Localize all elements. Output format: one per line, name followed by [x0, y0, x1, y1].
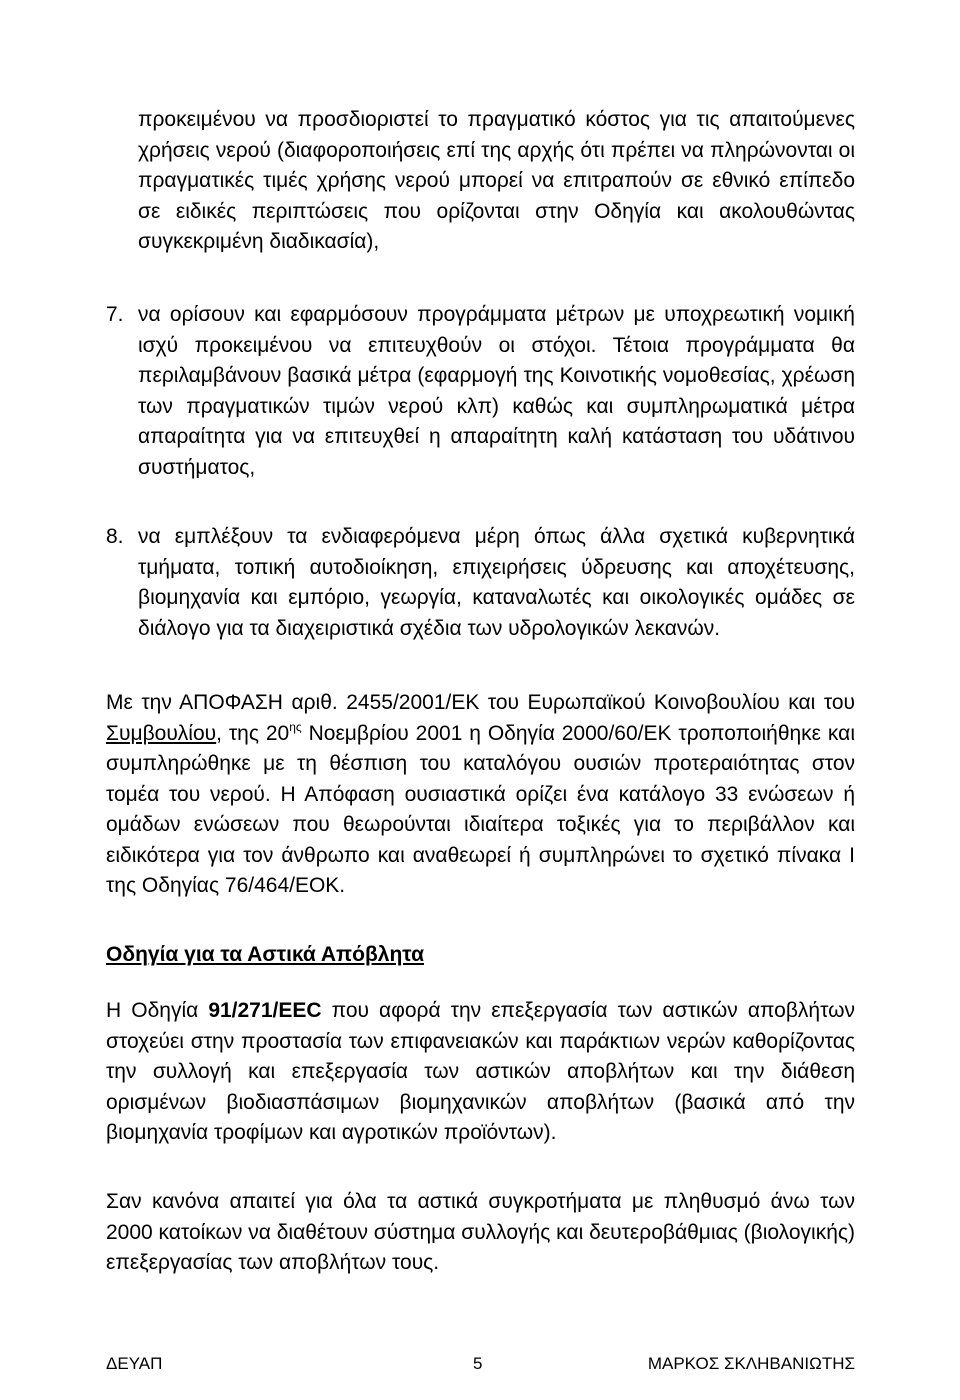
page-number: 5	[473, 1354, 483, 1373]
list-item-text: να ορίσουν και εφαρμόσουν προγράμματα μέτρων με υποχρεωτική νομική ισχύ προκειμένου να επιτευχθούν οι στόχοι. Τέτοια προγράμματα θα περιλαμβάνουν βασικά μέτρα (εφαρμογή της Κοινοτικής νομοθεσίας, χρέωση των πραγματικών τιμών νερού κλπ) καθώς και συμπληρωματικά μέτρα απαραίτητα για να επιτευχθεί η απαραίτητη καλή κατάσταση του υδάτινου συστήματος,	[138, 303, 855, 479]
footer-organization: ΔΕΥΑΠ	[106, 1354, 163, 1373]
ordinal-suffix: ης	[289, 719, 302, 734]
rule-paragraph: Σαν κανόνα απαιτεί για όλα τα αστικά συγκροτήματα με πληθυσμό άνω των 2000 κατοίκων να διαθέτουν σύστημα συλλογής και δευτεροβάθμιας (βιολογικής) επεξεργασίας των αποβλήτων τους.	[106, 1190, 855, 1274]
council-term: Συμβουλίου	[106, 721, 217, 745]
decision-text-start: Με την ΑΠΟΦΑΣΗ αριθ. 2455/2001/ΕΚ του Ευρωπαϊκού Κοινοβουλίου και του	[106, 691, 855, 714]
list-item-number: 8.	[106, 525, 124, 548]
list-item-text: να εμπλέξουν τα ενδιαφερόμενα μέρη όπως άλλα σχετικά κυβερνητικά τμήματα, τοπική αυτοδιοίκηση, επιχειρήσεις ύδρευσης και αποχέτευσης, βιομηχανία και εμπόριο, γεωργία, καταναλωτές και οικολογικές ομάδες σε διάλογο για τα διαχειριστικά σχέδια των υδρολογικών λεκανών.	[138, 525, 855, 640]
decision-text-date: , της 20	[216, 721, 290, 745]
decision-text-rest: Νοεμβρίου 2001 η Οδηγία 2000/60/ΕΚ τροποποιήθηκε και συμπληρώθηκε με τη θέσπιση του καταλόγου ουσιών προτεραιότητας στον τομέα του νερού. Η Απόφαση ουσιαστικά ορίζει ένα κατάλογο 33 ενώσεων ή ομάδων ενώσεων που θεωρούνται ιδιαίτερα τοξικές για το περιβάλλον και ειδικότερα για τον άνθρωπο και αναθεωρεί ή συμπληρώνει το σχετικό πίνακα Ι της Οδηγίας 76/464/ΕΟΚ.	[106, 721, 855, 897]
urban-waste-paragraph	[106, 996, 855, 1149]
directive-number: 91/271/EEC	[208, 999, 322, 1022]
footer-author: ΜΑΡΚΟΣ ΣΚΛΗΒΑΝΙΩΤΗΣ	[647, 1354, 855, 1373]
section-heading: Οδηγία για τα Αστικά Απόβλητα	[106, 943, 424, 966]
page-footer	[106, 1351, 855, 1377]
decision-paragraph	[106, 688, 855, 902]
list-item	[106, 522, 855, 644]
continuation-paragraph: προκειμένου να προσδιοριστεί το πραγματικό κόστος για τις απαιτούμενες χρήσεις νερού (διαφοροποιήσεις επί της αρχής ότι πρέπει να πληρώνονται οι πραγματικές τιμές χρήσης νερού μπορεί να επιτραπούν σε εθνικό επίπεδο σε ειδικές περιπτώσεις που ορίζονται στην Οδηγία και ακολουθώντας συγκεκριμένη διαδικασία),	[138, 108, 855, 253]
urban-text-rest: που αφορά την επεξεργασία των αστικών αποβλήτων στοχεύει στην προστασία των επιφανειακών και παράκτιων νερών καθορίζοντας την συλλογή και επεξεργασία των αστικών αποβλήτων και την διάθεση ορισμένων βιοδιασπάσιμων βιομηχανικών αποβλήτων (βασικά από την βιομηχανία τροφίμων και αγροτικών προϊόντων).	[106, 999, 855, 1144]
list-item	[106, 300, 855, 483]
list-item-number: 7.	[106, 303, 124, 326]
urban-text-start: Η Οδηγία	[106, 999, 209, 1022]
